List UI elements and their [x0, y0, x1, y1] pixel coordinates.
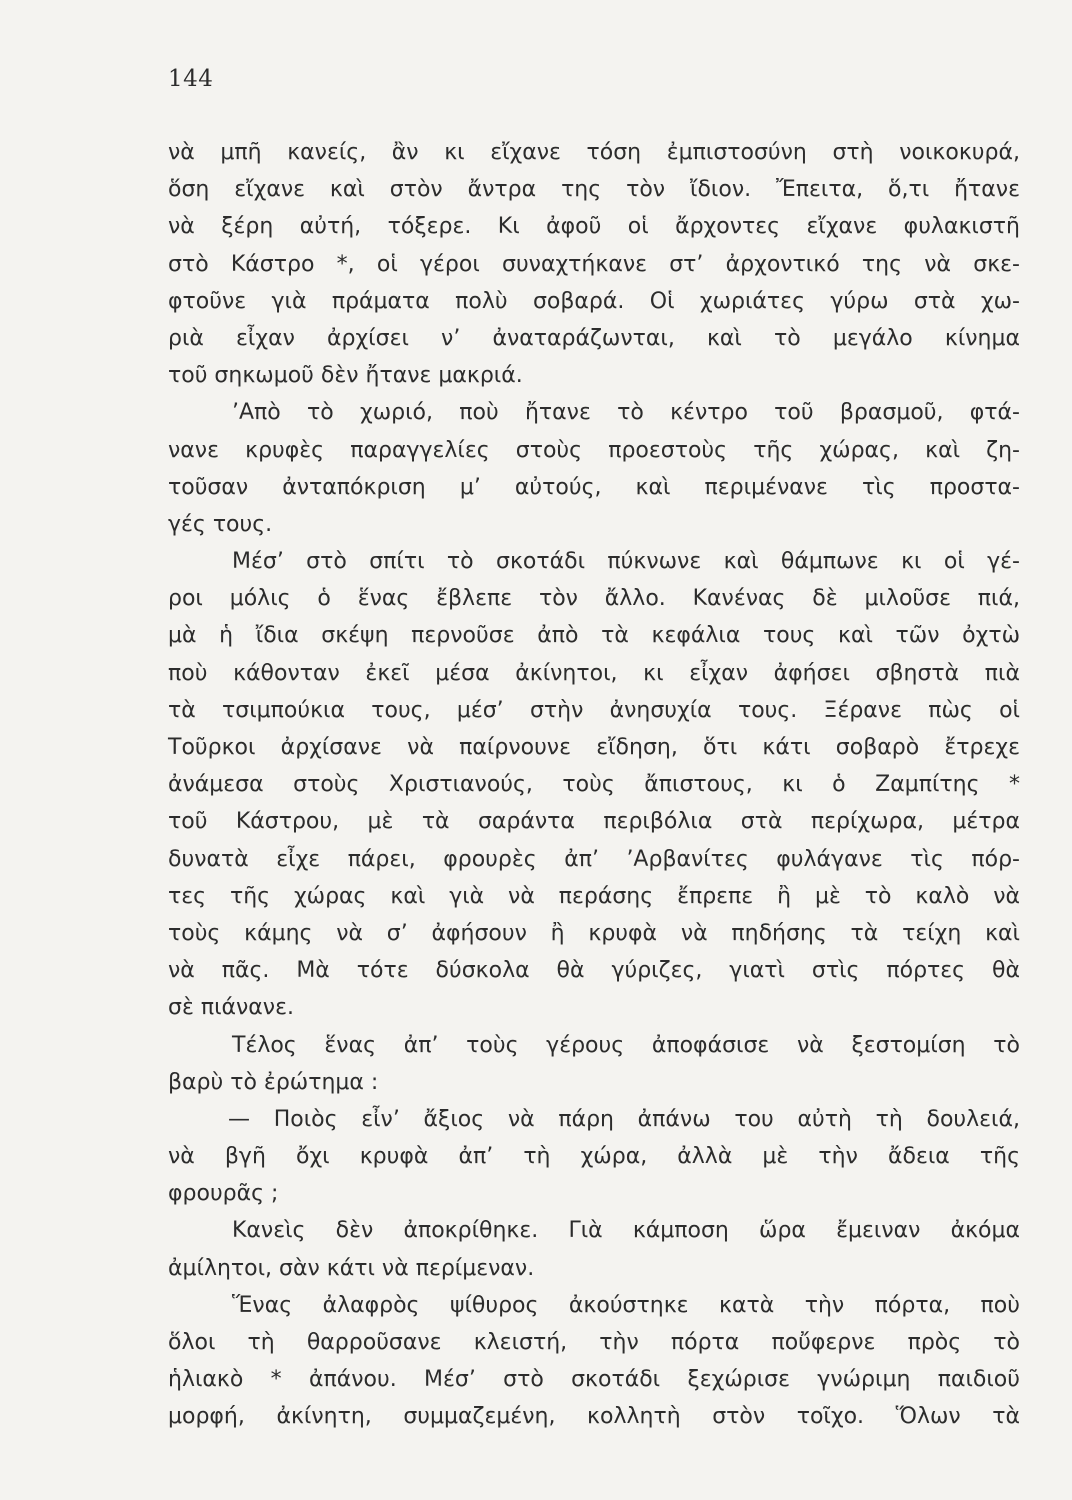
text-line: ριὰ εἶχαν ἀρχίσει ν’ ἀναταράζωνται, καὶ τὸ μεγάλο κίνημα	[168, 325, 1020, 351]
text-line: ὅση εἴχανε καὶ στὸν ἄντρα της τὸν ἴδιον. Ἔπειτα, ὅ,τι ἤτανε	[168, 177, 1020, 203]
text-line: Κανεὶς δὲν ἀποκρίθηκε. Γιὰ κάμποση ὥρα ἔμειναν ἀκόμα	[232, 1218, 1020, 1244]
text-line: ὅλοι τὴ θαρροῦσανε κλειστή, τὴν πόρτα ποὔφερνε πρὸς τὸ	[168, 1330, 1020, 1355]
text-line: τοῦ Κάστρου, μὲ τὰ σαράντα περιβόλια στὰ περίχωρα, μέτρα	[168, 809, 1020, 835]
text-line: βαρὺ τὸ ἐρώτημα :	[168, 1069, 379, 1095]
text-line: ἀμίλητοι, σὰν κάτι νὰ περίμεναν.	[168, 1255, 535, 1281]
text-line: Τέλος ἕνας ἀπ’ τοὺς γέρους ἀποφάσισε νὰ ξεστομίση τὸ	[232, 1032, 1020, 1058]
text-line: τοῦσαν ἀνταπόκριση μ’ αὐτούς, καὶ περιμένανε τὶς προστα-	[168, 474, 1020, 500]
text-line: Μέσ’ στὸ σπίτι τὸ σκοτάδι πύκνωνε καὶ θάμπωνε κι οἱ γέ-	[232, 549, 1020, 575]
text-line: φρουρᾶς ;	[168, 1181, 279, 1207]
body-text	[168, 134, 1020, 1436]
text-line: Ἕνας ἀλαφρὸς ψίθυρος ἀκούστηκε κατὰ τὴν πόρτα, ποὺ	[232, 1292, 1020, 1318]
text-line: — Ποιὸς εἶν’ ἄξιος νὰ πάρη ἀπάνω του αὐτὴ τὴ δουλειά,	[228, 1106, 1020, 1132]
text-line: φτοῦνε γιὰ πράματα πολὺ σοβαρά. Οἱ χωριάτες γύρω στὰ χω-	[168, 288, 1020, 314]
text-line: τες τῆς χώρας καὶ γιὰ νὰ περάσης ἔπρεπε ἢ μὲ τὸ καλὸ νὰ	[168, 883, 1020, 909]
text-line: τοὺς κάμης νὰ σ’ ἀφήσουν ἢ κρυφὰ νὰ πηδήσης τὰ τείχη καὶ	[168, 920, 1020, 946]
text-line: μορφή, ἀκίνητη, συμμαζεμένη, κολλητὴ στὸν τοῖχο. Ὅλων τὰ	[168, 1404, 1020, 1430]
text-line: ἀνάμεσα στοὺς Χριστιανούς, τοὺς ἄπιστους, κι ὁ Ζαμπίτης *	[168, 772, 1020, 798]
text-line: νὰ μπῆ κανείς, ἂν κι εἴχανε τόση ἐμπιστοσύνη στὴ νοικοκυρά,	[168, 140, 1020, 165]
text-line: σὲ πιάνανε.	[168, 995, 294, 1021]
text-line: τοῦ σηκωμοῦ δὲν ἤτανε μακριά.	[168, 363, 523, 389]
text-line: νὰ πᾶς. Μὰ τότε δύσκολα θὰ γύριζες, γιατὶ στὶς πόρτες θὰ	[168, 958, 1020, 984]
page-number: 144	[168, 66, 214, 92]
text-line: ἡλιακὸ * ἀπάνου. Μέσ’ στὸ σκοτάδι ξεχώρισε γνώριμη παιδιοῦ	[168, 1367, 1020, 1393]
text-line: μὰ ἡ ἴδια σκέψη περνοῦσε ἀπὸ τὰ κεφάλια τους καὶ τῶν ὀχτὼ	[168, 623, 1020, 649]
text-line: γές τους.	[168, 511, 273, 537]
text-line: ποὺ κάθονταν ἐκεῖ μέσα ἀκίνητοι, κι εἶχαν ἀφήσει σβηστὰ πιὰ	[168, 660, 1020, 686]
text-line: στὸ Κάστρο *, οἱ γέροι συναχτήκανε στ’ ἀρχοντικό της νὰ σκε-	[168, 251, 1020, 277]
text-line: τὰ τσιμπούκια τους, μέσ’ στὴν ἀνησυχία τους. Ξέρανε πὼς οἱ	[168, 697, 1020, 723]
text-line: νὰ ξέρη αὐτή, τόξερε. Κι ἀφοῦ οἱ ἄρχοντες εἴχανε φυλακιστῆ	[168, 214, 1020, 240]
text-line: νανε κρυφὲς παραγγελίες στοὺς προεστοὺς τῆς χώρας, καὶ ζη-	[168, 437, 1020, 463]
text-line: ροι μόλις ὁ ἕνας ἔβλεπε τὸν ἄλλο. Κανένας δὲ μιλοῦσε πιά,	[168, 586, 1020, 612]
text-line: ’Απὸ τὸ χωριό, ποὺ ἤτανε τὸ κέντρο τοῦ βρασμοῦ, φτά-	[232, 400, 1020, 426]
text-line: νὰ βγῆ ὄχι κρυφὰ ἀπ’ τὴ χώρα, ἀλλὰ μὲ τὴν ἄδεια τῆς	[168, 1144, 1020, 1170]
text-line: δυνατὰ εἶχε πάρει, φρουρὲς ἀπ’ ’Αρβανίτες φυλάγανε τὶς πόρ-	[168, 846, 1020, 872]
text-line: Τοῦρκοι ἀρχίσανε νὰ παίρνουνε εἴδηση, ὅτι κάτι σοβαρὸ ἔτρεχε	[168, 735, 1020, 760]
